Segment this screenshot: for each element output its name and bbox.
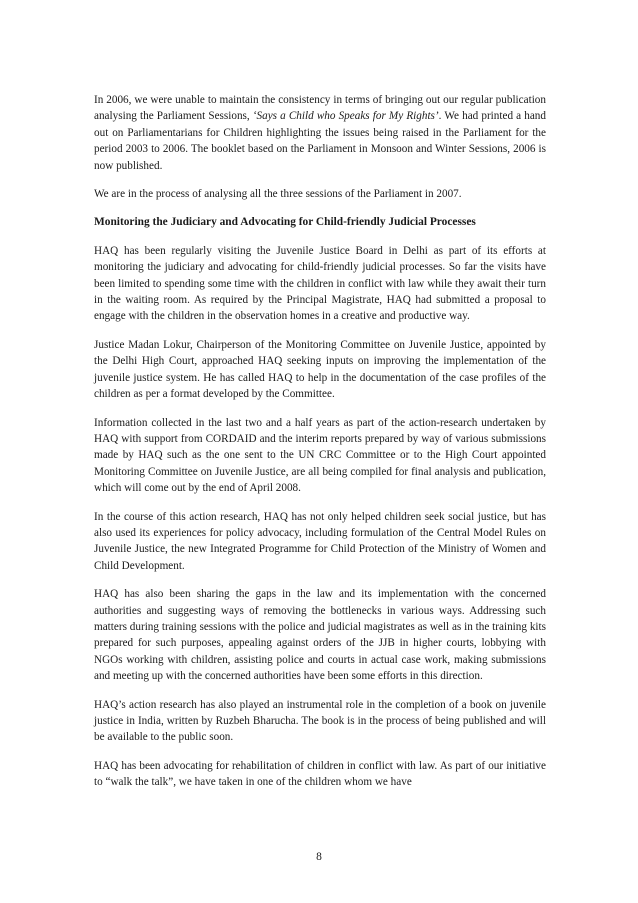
paragraph-rehabilitation: HAQ has been advocating for rehabilitation of children in conflict with law. As part of our initiative to “walk the talk”, we have taken in one of the children whom we have [94, 759, 546, 789]
paragraph-action-research: In the course of this action research, HAQ has not only helped children seek social justice, but has also used its experiences for policy advocacy, including formulation of the Central Model Rules on Juvenile Justice, the new Integrated Programme for Child Protection of the Ministry of Women and Child Development. [94, 510, 546, 572]
publication-title: ‘Says a Child who Speaks for My Rights’ [252, 110, 439, 123]
paragraph-monitoring-committee: Justice Madan Lokur, Chairperson of the Monitoring Committee on Juvenile Justice, appointed by the Delhi High Court, approached HAQ seeking inputs on improving the implementation of the juvenile justice system. He has called HAQ to help in the documentation of the case profiles of the children as per a format developed by the Committee. [94, 338, 546, 401]
section-heading: Monitoring the Judiciary and Advocating for Child-friendly Judicial Processes [94, 216, 476, 229]
paragraph-text: In 2006, we were unable to maintain the consistency in terms of bringing out our regular publication analysing the Parliament Sessions, [94, 94, 546, 123]
paragraph-book: HAQ’s action research has also played an instrumental role in the completion of a book on juvenile justice in India, written by Ruzbeh Bharucha. The book is in the process of being published and will be available to the public soon. [94, 698, 546, 744]
page-number: 8 [316, 851, 322, 863]
document-page [94, 92, 546, 803]
paragraph-parliament-sessions [94, 92, 546, 174]
paragraph-sharing-gaps: HAQ has also been sharing the gaps in the law and its implementation with the concerned authorities and suggesting ways of removing the bottlenecks in various ways. Addressing such matters during training sessions with the police and judicial magistrates as well as in the training kits prepared for such purposes, appealing against orders of the JJB in higher courts, lobbying with NGOs working with children, assisting police and courts in actual case work, making submissions and meeting up with the concerned authorities have been some efforts in this direction. [94, 588, 546, 683]
paragraph-jjb-visits: HAQ has been regularly visiting the Juvenile Justice Board in Delhi as part of its efforts at monitoring the judiciary and advocating for child-friendly judicial processes. So far the visits have been limited to spending some time with the children in conflict with law while they await their turn in the waiting room. As required by the Principal Magistrate, HAQ had submitted a proposal to engage with the children in the observation homes in a creative and productive way. [94, 244, 546, 323]
paragraph-text: . We had printed a hand out on Parliamentarians for Children highlighting the issues being raised in the Parliament for the period 2003 to 2006. The booklet based on the Parliament in Monsoon and Winter Sessions, 2006 is now published. [94, 110, 546, 172]
paragraph-information-collected: Information collected in the last two and a half years as part of the action-research undertaken by HAQ with support from CORDAID and the interim reports prepared by way of various submissions made by HAQ such as the one sent to the UN CRC Committee or to the High Court appointed Monitoring Committee on Juvenile Justice, are all being compiled for final analysis and publication, which will come out by the end of April 2008. [94, 416, 546, 495]
paragraph-analysis-2007: We are in the process of analysing all the three sessions of the Parliament in 2007. [94, 188, 462, 201]
